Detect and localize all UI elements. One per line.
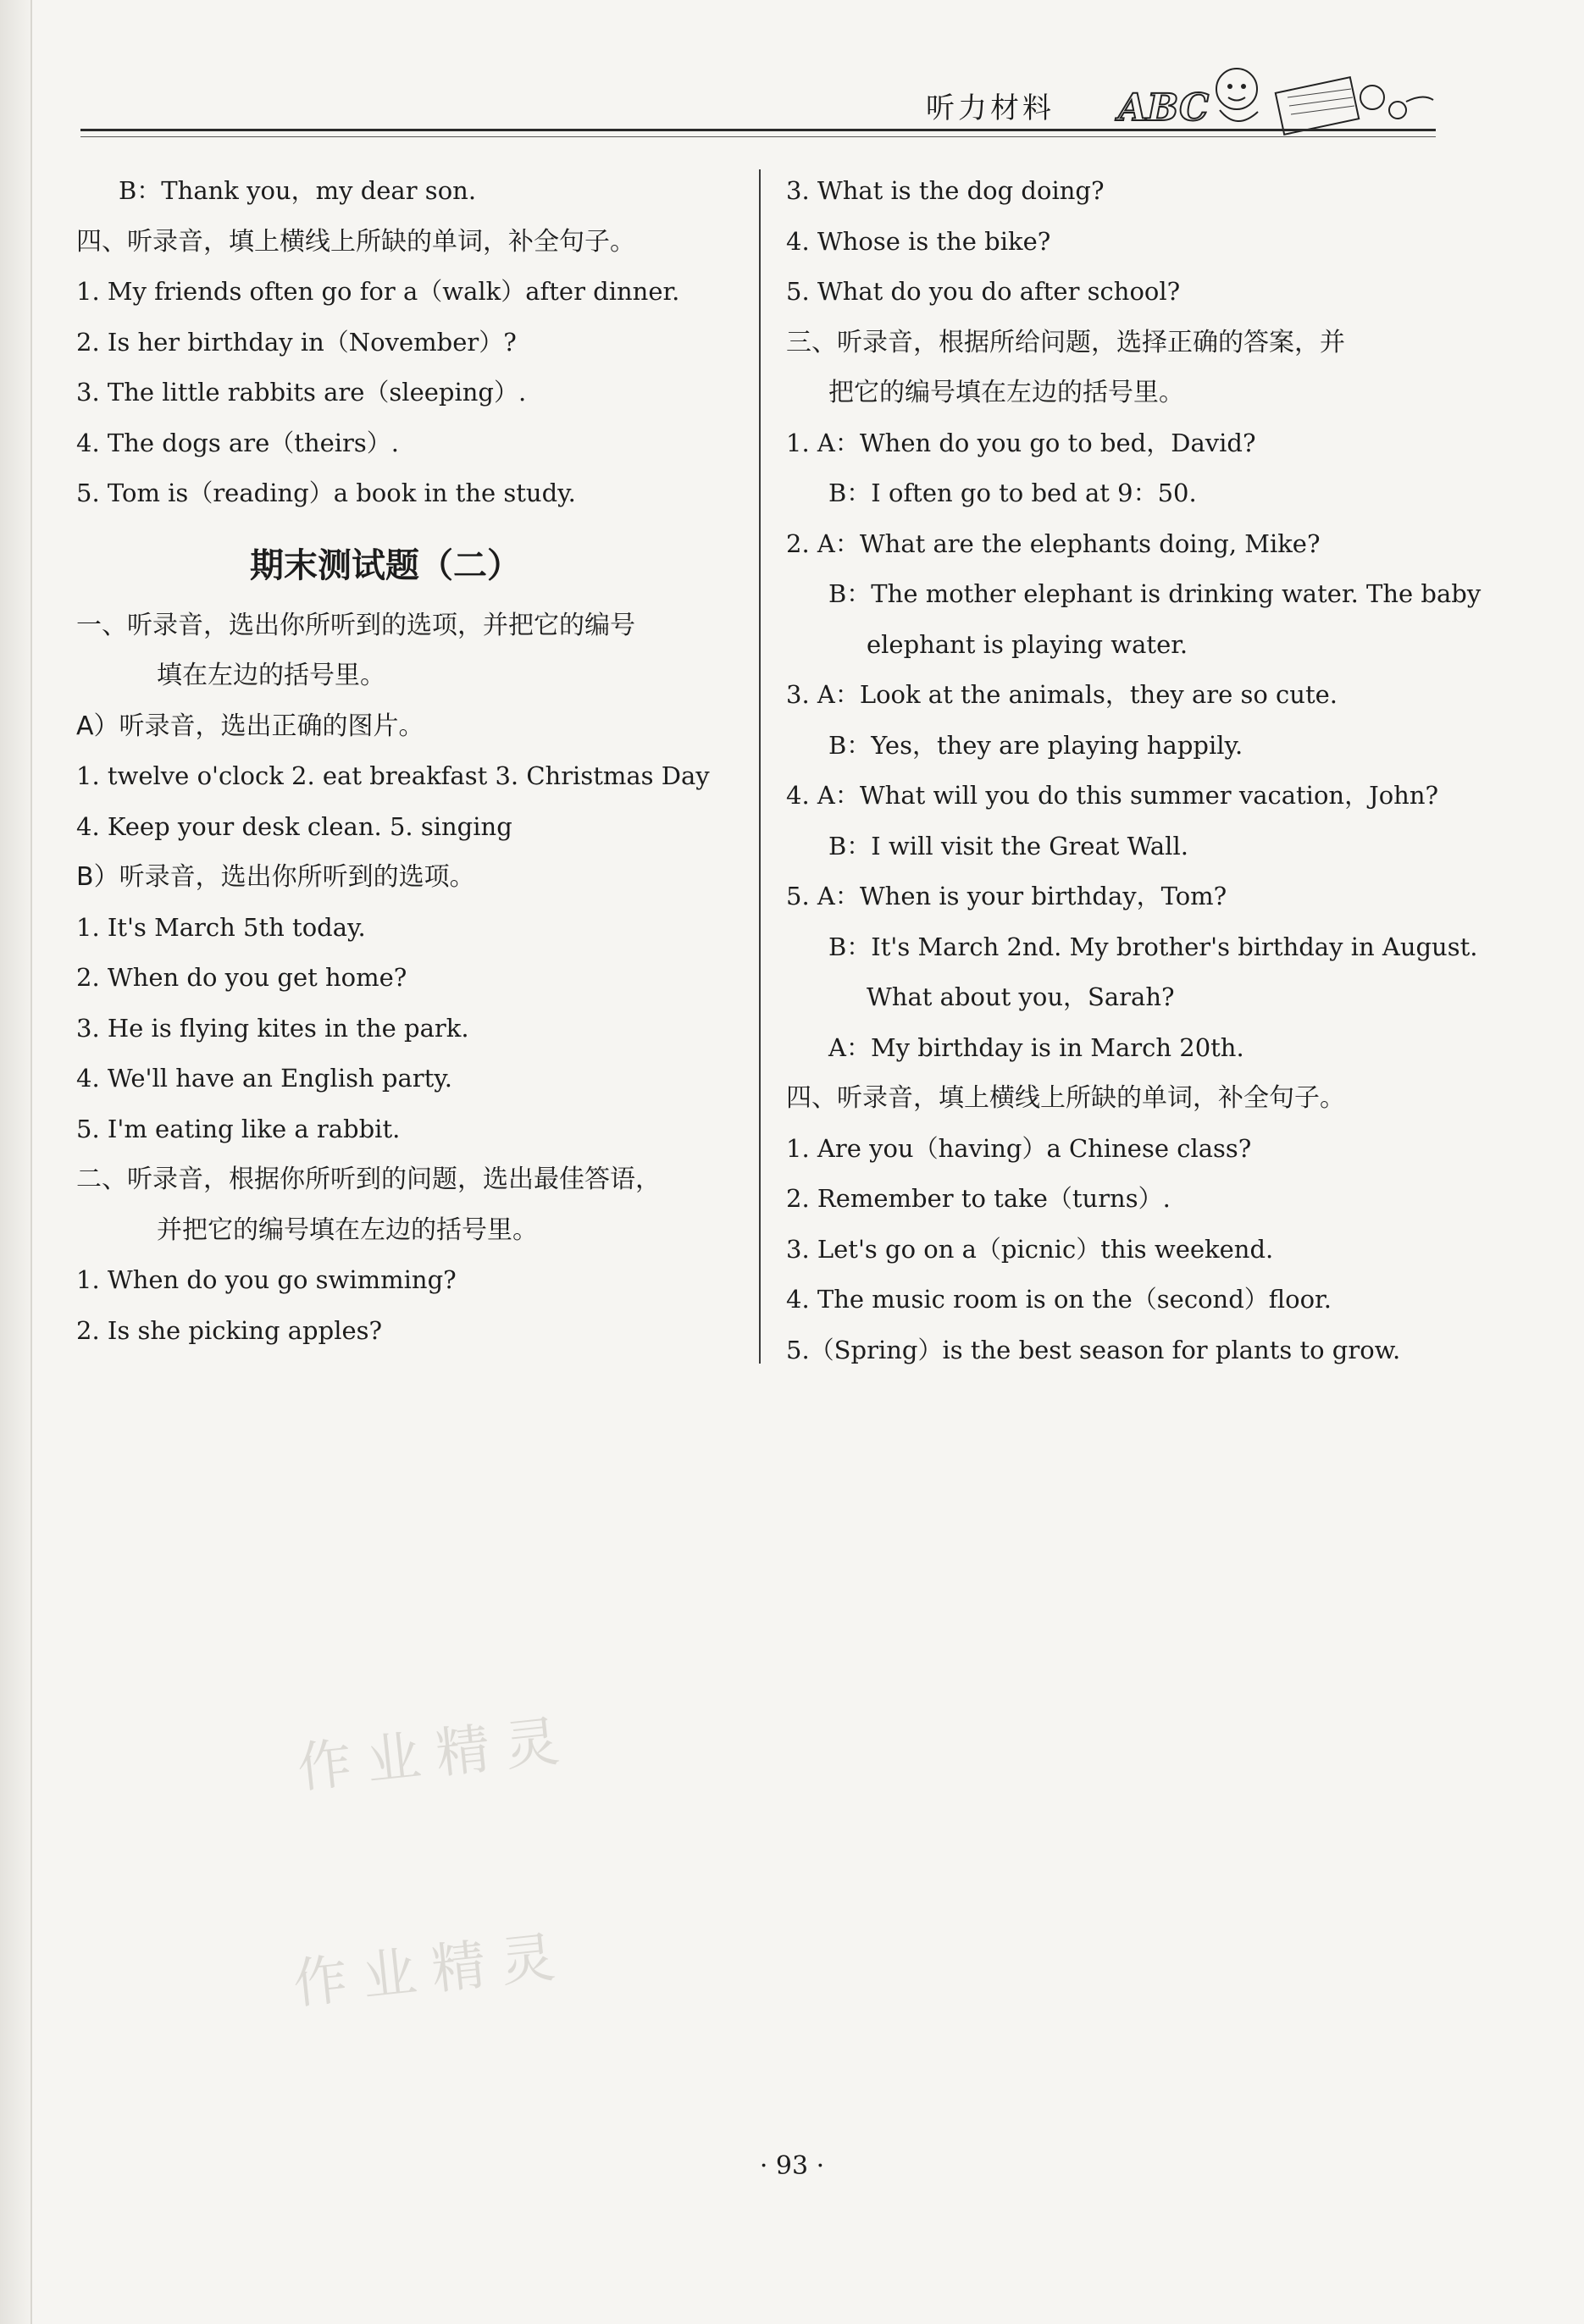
part-heading: 一、听录音，选出你所听到的选项，并把它的编号 <box>76 610 635 640</box>
list-item: 5. What do you do after school? <box>786 277 1181 306</box>
list-item: 1. It's March 5th today. <box>76 912 366 942</box>
left-column <box>76 166 745 1356</box>
list-item: 4. Keep your desk clean. 5. singing <box>76 811 512 841</box>
watermark: 作业精灵 <box>294 1709 578 1801</box>
section-title: 期末测试题（二） <box>250 545 521 585</box>
dialogue-line: 1. A：When do you go to bed，David? <box>786 428 1256 457</box>
dialogue-line: 5. A：When is your birthday，Tom? <box>786 882 1227 910</box>
subpart-heading: A）听录音，选出正确的图片。 <box>76 711 424 741</box>
dialogue-line: B：Thank you，my dear son. <box>119 176 477 205</box>
list-item: 5. I'm eating like a rabbit. <box>76 1114 401 1143</box>
binding-edge <box>0 0 32 2324</box>
list-item: 2. Is she picking apples? <box>76 1315 383 1345</box>
list-item: 2. Is her birthday in（November）? <box>76 327 517 357</box>
part-heading-continued: 填在左边的括号里。 <box>157 661 385 690</box>
dialogue-line: 3. A：Look at the animals，they are so cute. <box>786 680 1338 709</box>
dialogue-line: B：It's March 2nd. My brother's birthday in August. <box>828 932 1478 961</box>
dialogue-line: 2. A：What are the elephants doing, Mike? <box>786 528 1321 558</box>
header-rule <box>80 129 1436 137</box>
list-item: 3. The little rabbits are（sleeping）. <box>76 378 527 407</box>
header-title: 听力材料 <box>926 91 1055 125</box>
list-item: 2. When do you get home? <box>76 963 407 992</box>
list-item: 5.（Spring）is the best season for plants to grow. <box>786 1335 1401 1364</box>
list-item: 5. Tom is（reading）a book in the study. <box>76 479 576 507</box>
list-item: 2. Remember to take（turns）. <box>786 1184 1171 1213</box>
dialogue-line: elephant is playing water. <box>867 629 1188 659</box>
part-heading: 三、听录音，根据所给问题，选择正确的答案，并 <box>786 327 1345 357</box>
list-item: 3. He is flying kites in the park. <box>76 1013 469 1043</box>
list-item: 4. The music room is on the（second）floor. <box>786 1285 1332 1314</box>
right-column <box>786 166 1482 1375</box>
list-item: 1. My friends often go for a（walk）after dinner. <box>76 277 680 306</box>
dialogue-line: B：I will visit the Great Wall. <box>828 831 1188 860</box>
abc-logo-text: ABC <box>1118 86 1210 130</box>
part-heading: 二、听录音，根据你所听到的问题，选出最佳答语， <box>76 1165 661 1194</box>
list-item: 4. Whose is the bike? <box>786 226 1051 256</box>
watermark: 作业精灵 <box>290 1925 573 2017</box>
part-heading: 四、听录音，填上横线上所缺的单词，补全句子。 <box>786 1083 1345 1113</box>
subpart-heading: B）听录音，选出你所听到的选项。 <box>76 862 475 892</box>
page-number: · 93 · <box>759 2151 825 2181</box>
dialogue-line: 4. A：What will you do this summer vacation，John? <box>786 781 1439 810</box>
list-item: 3. Let's go on a（picnic）this weekend. <box>786 1234 1274 1264</box>
list-item: 4. The dogs are（theirs）. <box>76 428 400 457</box>
list-item: 3. What is the dog doing? <box>786 176 1105 205</box>
dialogue-line: What about you，Sarah? <box>867 982 1175 1011</box>
list-item: 1. When do you go swimming? <box>76 1265 457 1294</box>
list-item: 4. We'll have an English party. <box>76 1064 453 1093</box>
dialogue-line: B：The mother elephant is drinking water. The baby <box>828 579 1482 608</box>
dialogue-line: B：I often go to bed at 9：50. <box>828 479 1197 507</box>
section-heading: 四、听录音，填上横线上所缺的单词，补全句子。 <box>76 226 635 257</box>
dialogue-line: B：Yes，they are playing happily. <box>828 730 1243 760</box>
list-item: 1. Are you（having）a Chinese class? <box>786 1133 1252 1163</box>
column-divider <box>759 169 761 1364</box>
part-heading-continued: 并把它的编号填在左边的括号里。 <box>157 1215 538 1245</box>
part-heading-continued: 把它的编号填在左边的括号里。 <box>828 378 1184 407</box>
list-item: 1. twelve o'clock 2. eat breakfast 3. Christmas Day <box>76 761 710 790</box>
dialogue-line: A：My birthday is in March 20th. <box>828 1032 1244 1062</box>
